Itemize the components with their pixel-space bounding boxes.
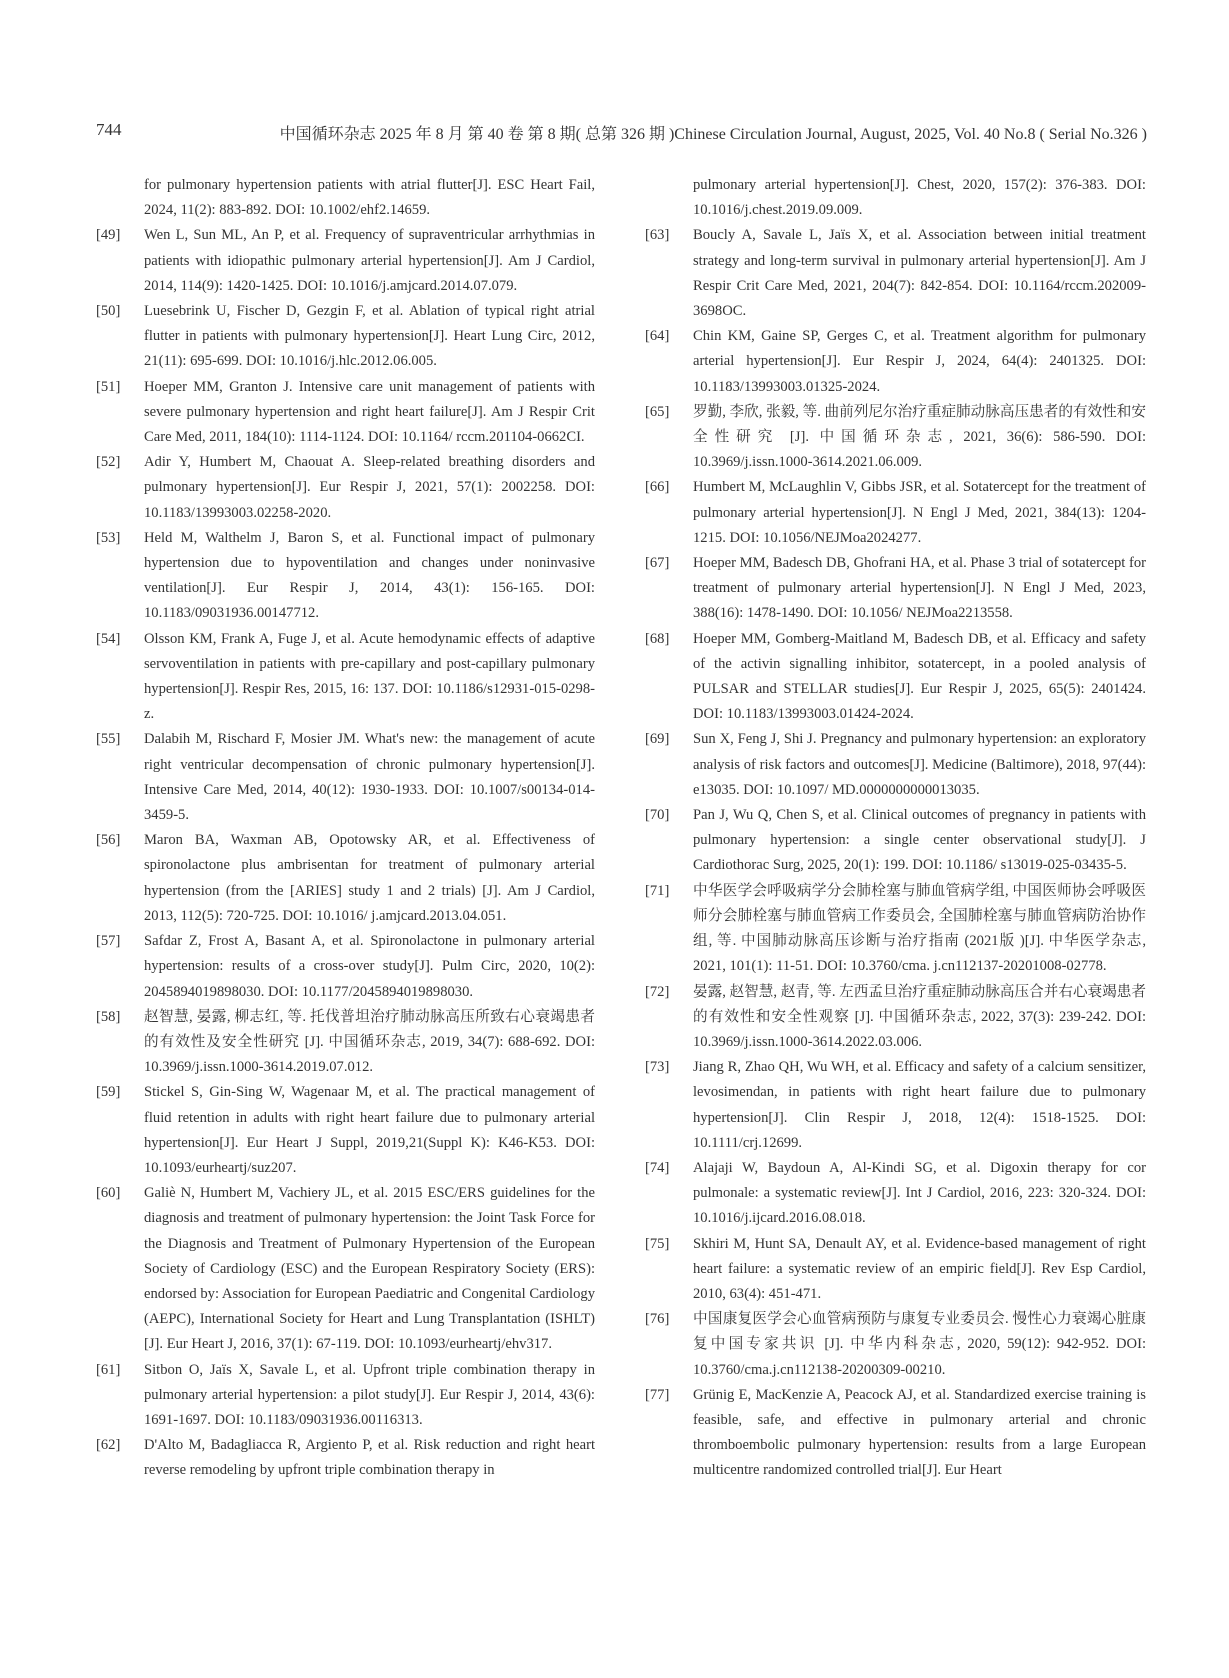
reference-number: [75] (645, 1235, 670, 1252)
reference-entry (645, 803, 1146, 879)
reference-number: [51] (96, 378, 121, 395)
reference-number: [74] (645, 1159, 670, 1176)
reference-entry (645, 727, 1146, 803)
reference-text: 晏露, 赵智慧, 赵青, 等. 左西孟旦治疗重症肺动脉高压合并右心衰竭患者的有效性和安全性观察 [J]. 中国循环杂志, 2022, 37(3): 239-242. DOI: 10.3969/j.issn.1000-3614.2022.03.006. (693, 983, 1146, 1050)
reference-entry (96, 1433, 595, 1483)
reference-number: [55] (96, 731, 121, 748)
reference-text: Hoeper MM, Gomberg-Maitland M, Badesch DB, et al. Efficacy and safety of the activin signalling inhibitor, sotatercept, in a pooled analysis of PULSAR and STELLAR studies[J]. Eur Respir J, 2025, 65(5): 2401424. DOI: 10.1183/13993003.01424-2024. (693, 630, 1146, 723)
reference-text: Grünig E, MacKenzie A, Peacock AJ, et al. Standardized exercise training is feasible, safe, and effective in pulmonary arterial and chronic thromboembolic pulmonary hypertension: results from a large European multicentre randomized controlled trial[J]. Eur Heart (693, 1386, 1146, 1479)
reference-number: [76] (645, 1311, 670, 1328)
reference-text: Sun X, Feng J, Shi J. Pregnancy and pulmonary hypertension: an exploratory analysis of risk factors and outcomes[J]. Medicine (Baltimore), 2018, 97(44): e13035. DOI: 10.1097/ MD.0000000000013035. (693, 731, 1146, 798)
reference-text: Galiè N, Humbert M, Vachiery JL, et al. 2015 ESC/ERS guidelines for the diagnosis and treatment of pulmonary hypertension: the Joint Task Force for the Diagnosis and Treatment of Pulmonary Hypertension of the European Society of Cardiology (ESC) and the European Respiratory Society (ERS): endorsed by: Association for European Paediatric and Congenital Cardiology (AEPC), International Society for Heart and Lung Transplantation (ISHLT)[J]. Eur Heart J, 2016, 37(1): 67-119. DOI: 10.1093/eurheartj/ehv317. (144, 1185, 595, 1353)
reference-text: 中国康复医学会心血管病预防与康复专业委员会. 慢性心力衰竭心脏康复中国专家共识 [J]. 中华内科杂志, 2020, 59(12): 942-952. DOI: 10.3760/cma.j.cn112138-20200309-00210. (693, 1311, 1146, 1378)
reference-entry (645, 324, 1146, 400)
reference-entry (645, 1383, 1146, 1484)
reference-number: [64] (645, 328, 670, 345)
reference-entry (645, 173, 1146, 223)
reference-entry (645, 475, 1146, 551)
reference-number: [59] (96, 1084, 121, 1101)
reference-entry (645, 1232, 1146, 1308)
reference-text: 罗勤, 李欣, 张毅, 等. 曲前列尼尔治疗重症肺动脉高压患者的有效性和安全性研究 [J]. 中国循环杂志, 2021, 36(6): 586-590. DOI: 10.3969/j.issn.1000-3614.2021.06.009. (693, 403, 1146, 471)
reference-number: [60] (96, 1185, 121, 1202)
reference-text: pulmonary arterial hypertension[J]. Chest, 2020, 157(2): 376-383. DOI: 10.1016/j.chest.2019.09.009. (693, 177, 1146, 219)
reference-entry (96, 223, 595, 299)
reference-text: Dalabih M, Rischard F, Mosier JM. What's new: the management of acute right ventricular decompensation of chronic pulmonary hypertension[J]. Intensive Care Med, 2014, 40(12): 1930-1933. DOI: 10.1007/s00134-014-3459-5. (144, 731, 595, 824)
page-number: 744 (96, 120, 122, 139)
reference-entry (96, 929, 595, 1005)
reference-entry (96, 1080, 595, 1181)
reference-text: Alajaji W, Baydoun A, Al-Kindi SG, et al. Digoxin therapy for cor pulmonale: a systematic review[J]. Int J Cardiol, 2016, 223: 320-324. DOI: 10.1016/j.ijcard.2016.08.018. (693, 1159, 1146, 1227)
reference-entry (645, 1307, 1146, 1383)
reference-number: [73] (645, 1059, 670, 1076)
reference-number: [66] (645, 479, 670, 496)
reference-number: [62] (96, 1437, 121, 1454)
reference-number: [52] (96, 454, 121, 471)
reference-number: [71] (645, 882, 670, 899)
references-left-column (96, 173, 595, 1484)
reference-text: 中华医学会呼吸病学分会肺栓塞与肺血管病学组, 中国医师协会呼吸医师分会肺栓塞与肺血管病工作委员会, 全国肺栓塞与肺血管病防治协作组, 等. 中国肺动脉高压诊断与治疗指南 (2021版 )[J]. 中华医学杂志, 2021, 101(1): 11-51. DOI: 10.3760/cma. j.cn112137-20201008-02778. (693, 882, 1146, 975)
running-header: 中国循环杂志 2025 年 8 月 第 40 卷 第 8 期( 总第 326 期 )Chinese Circulation Journal, August, 2025, Vol. 40 No.8 ( Serial No.326 ) (279, 126, 1147, 143)
reference-number: [77] (645, 1386, 670, 1403)
reference-entry (96, 526, 595, 627)
reference-entry (96, 828, 595, 929)
reference-text: Wen L, Sun ML, An P, et al. Frequency of supraventricular arrhythmias in patients with idiopathic pulmonary arterial hypertension[J]. Am J Cardiol, 2014, 114(9): 1420-1425. DOI: 10.1016/j.amjcard.2014.07.079. (144, 227, 595, 294)
reference-entry (645, 980, 1146, 1056)
reference-entry (96, 173, 595, 223)
reference-number: [58] (96, 1008, 121, 1025)
reference-entry (645, 1055, 1146, 1156)
reference-number: [68] (645, 630, 670, 647)
reference-entry (645, 879, 1146, 980)
reference-entry (96, 727, 595, 828)
reference-entry (96, 627, 595, 728)
reference-number: [63] (645, 227, 670, 244)
reference-number: [67] (645, 555, 670, 572)
reference-number: [56] (96, 832, 121, 849)
reference-entry (645, 551, 1146, 627)
reference-number: [57] (96, 933, 121, 950)
reference-entry (96, 1358, 595, 1434)
reference-number: [69] (645, 731, 670, 748)
reference-number: [53] (96, 529, 121, 546)
reference-text: Hoeper MM, Granton J. Intensive care unit management of patients with severe pulmonary hypertension and right heart failure[J]. Am J Respir Crit Care Med, 2011, 184(10): 1114-1124. DOI: 10.1164/ rccm.201104-0662CI. (144, 378, 595, 446)
reference-text: Chin KM, Gaine SP, Gerges C, et al. Treatment algorithm for pulmonary arterial hypertension[J]. Eur Respir J, 2024, 64(4): 2401325. DOI: 10.1183/13993003.01325-2024. (693, 328, 1146, 395)
reference-text: Boucly A, Savale L, Jaïs X, et al. Association between initial treatment strategy and long-term survival in pulmonary arterial hypertension[J]. Am J Respir Crit Care Med, 2021, 204(7): 842-854. DOI: 10.1164/rccm.202009-3698OC. (693, 227, 1146, 320)
reference-entry (96, 450, 595, 526)
references-right-column (645, 173, 1146, 1484)
reference-text: Hoeper MM, Badesch DB, Ghofrani HA, et al. Phase 3 trial of sotatercept for treatment of pulmonary arterial hypertension[J]. N Engl J Med, 2023, 388(16): 1478-1490. DOI: 10.1056/ NEJMoa2213558. (693, 555, 1146, 622)
reference-entry (96, 375, 595, 451)
reference-text: Humbert M, McLaughlin V, Gibbs JSR, et al. Sotatercept for the treatment of pulmonary arterial hypertension[J]. N Engl J Med, 2021, 384(13): 1204-1215. DOI: 10.1056/NEJMoa2024277. (693, 479, 1146, 546)
reference-text: Skhiri M, Hunt SA, Denault AY, et al. Evidence-based management of right heart failure: a systematic review of an empiric field[J]. Rev Esp Cardiol, 2010, 63(4): 451-471. (693, 1235, 1146, 1302)
reference-text: 赵智慧, 晏露, 柳志红, 等. 托伐普坦治疗肺动脉高压所致右心衰竭患者的有效性及安全性研究 [J]. 中国循环杂志, 2019, 34(7): 688-692. DOI: 10.3969/j.issn.1000-3614.2019.07.012. (144, 1008, 595, 1076)
reference-entry (96, 1005, 595, 1081)
reference-number: [65] (645, 403, 670, 420)
reference-number: [72] (645, 983, 670, 1000)
reference-text: D'Alto M, Badagliacca R, Argiento P, et al. Risk reduction and right heart reverse remodeling by upfront triple combination therapy in (144, 1437, 595, 1479)
reference-entry (96, 299, 595, 375)
reference-text: Adir Y, Humbert M, Chaouat A. Sleep-related breathing disorders and pulmonary hypertension[J]. Eur Respir J, 2021, 57(1): 2002258. DOI: 10.1183/13993003.02258-2020. (144, 454, 595, 521)
reference-number: [61] (96, 1361, 121, 1378)
reference-text: Pan J, Wu Q, Chen S, et al. Clinical outcomes of pregnancy in patients with pulmonary hypertension: a single center observational study[J]. J Cardiothorac Surg, 2025, 20(1): 199. DOI: 10.1186/ s13019-025-03435-5. (693, 807, 1146, 874)
reference-entry (645, 400, 1146, 476)
reference-entry (645, 1156, 1146, 1232)
reference-number: [50] (96, 303, 121, 320)
reference-text: Stickel S, Gin-Sing W, Wagenaar M, et al. The practical management of fluid retention in adults with right heart failure due to pulmonary arterial hypertension[J]. Eur Heart J Suppl, 2019,21(Suppl K): K46-K53. DOI: 10.1093/eurheartj/suz207. (144, 1084, 595, 1176)
reference-text: Jiang R, Zhao QH, Wu WH, et al. Efficacy and safety of a calcium sensitizer, levosimendan, in patients with right heart failure due to pulmonary hypertension[J]. Clin Respir J, 2018, 12(4): 1518-1525. DOI: 10.1111/crj.12699. (693, 1059, 1146, 1151)
reference-number: [54] (96, 630, 121, 647)
reference-text: Held M, Walthelm J, Baron S, et al. Functional impact of pulmonary hypertension due to hypoventilation and changes under noninvasive ventilation[J]. Eur Respir J, 2014, 43(1): 156-165. DOI: 10.1183/09031936.00147712. (144, 529, 595, 622)
reference-entry (96, 1181, 595, 1357)
reference-entry (645, 223, 1146, 324)
reference-text: Safdar Z, Frost A, Basant A, et al. Spironolactone in pulmonary arterial hypertension: results of a cross-over study[J]. Pulm Circ, 2020, 10(2): 2045894019898030. DOI: 10.1177/2045894019898030. (144, 933, 595, 1000)
reference-text: Maron BA, Waxman AB, Opotowsky AR, et al. Effectiveness of spironolactone plus ambrisentan for treatment of pulmonary arterial hypertension (from the [ARIES] study 1 and 2 trials) [J]. Am J Cardiol, 2013, 112(5): 720-725. DOI: 10.1016/ j.amjcard.2013.04.051. (144, 832, 595, 924)
reference-entry (645, 627, 1146, 728)
reference-text: for pulmonary hypertension patients with atrial flutter[J]. ESC Heart Fail, 2024, 11(2): 883-892. DOI: 10.1002/ehf2.14659. (144, 177, 595, 219)
reference-text: Sitbon O, Jaïs X, Savale L, et al. Upfront triple combination therapy in pulmonary arterial hypertension: a pilot study[J]. Eur Respir J, 2014, 43(6): 1691-1697. DOI: 10.1183/09031936.00116313. (144, 1361, 595, 1428)
reference-text: Olsson KM, Frank A, Fuge J, et al. Acute hemodynamic effects of adaptive servoventilation in patients with pre-capillary and post-capillary pulmonary hypertension[J]. Respir Res, 2015, 16: 137. DOI: 10.1186/s12931-015-0298-z. (144, 630, 595, 723)
reference-number: [70] (645, 807, 670, 824)
reference-number: [49] (96, 227, 121, 244)
reference-text: Luesebrink U, Fischer D, Gezgin F, et al. Ablation of typical right atrial flutter in patients with pulmonary hypertension[J]. Heart Lung Circ, 2012, 21(11): 695-699. DOI: 10.1016/j.hlc.2012.06.005. (144, 303, 595, 370)
